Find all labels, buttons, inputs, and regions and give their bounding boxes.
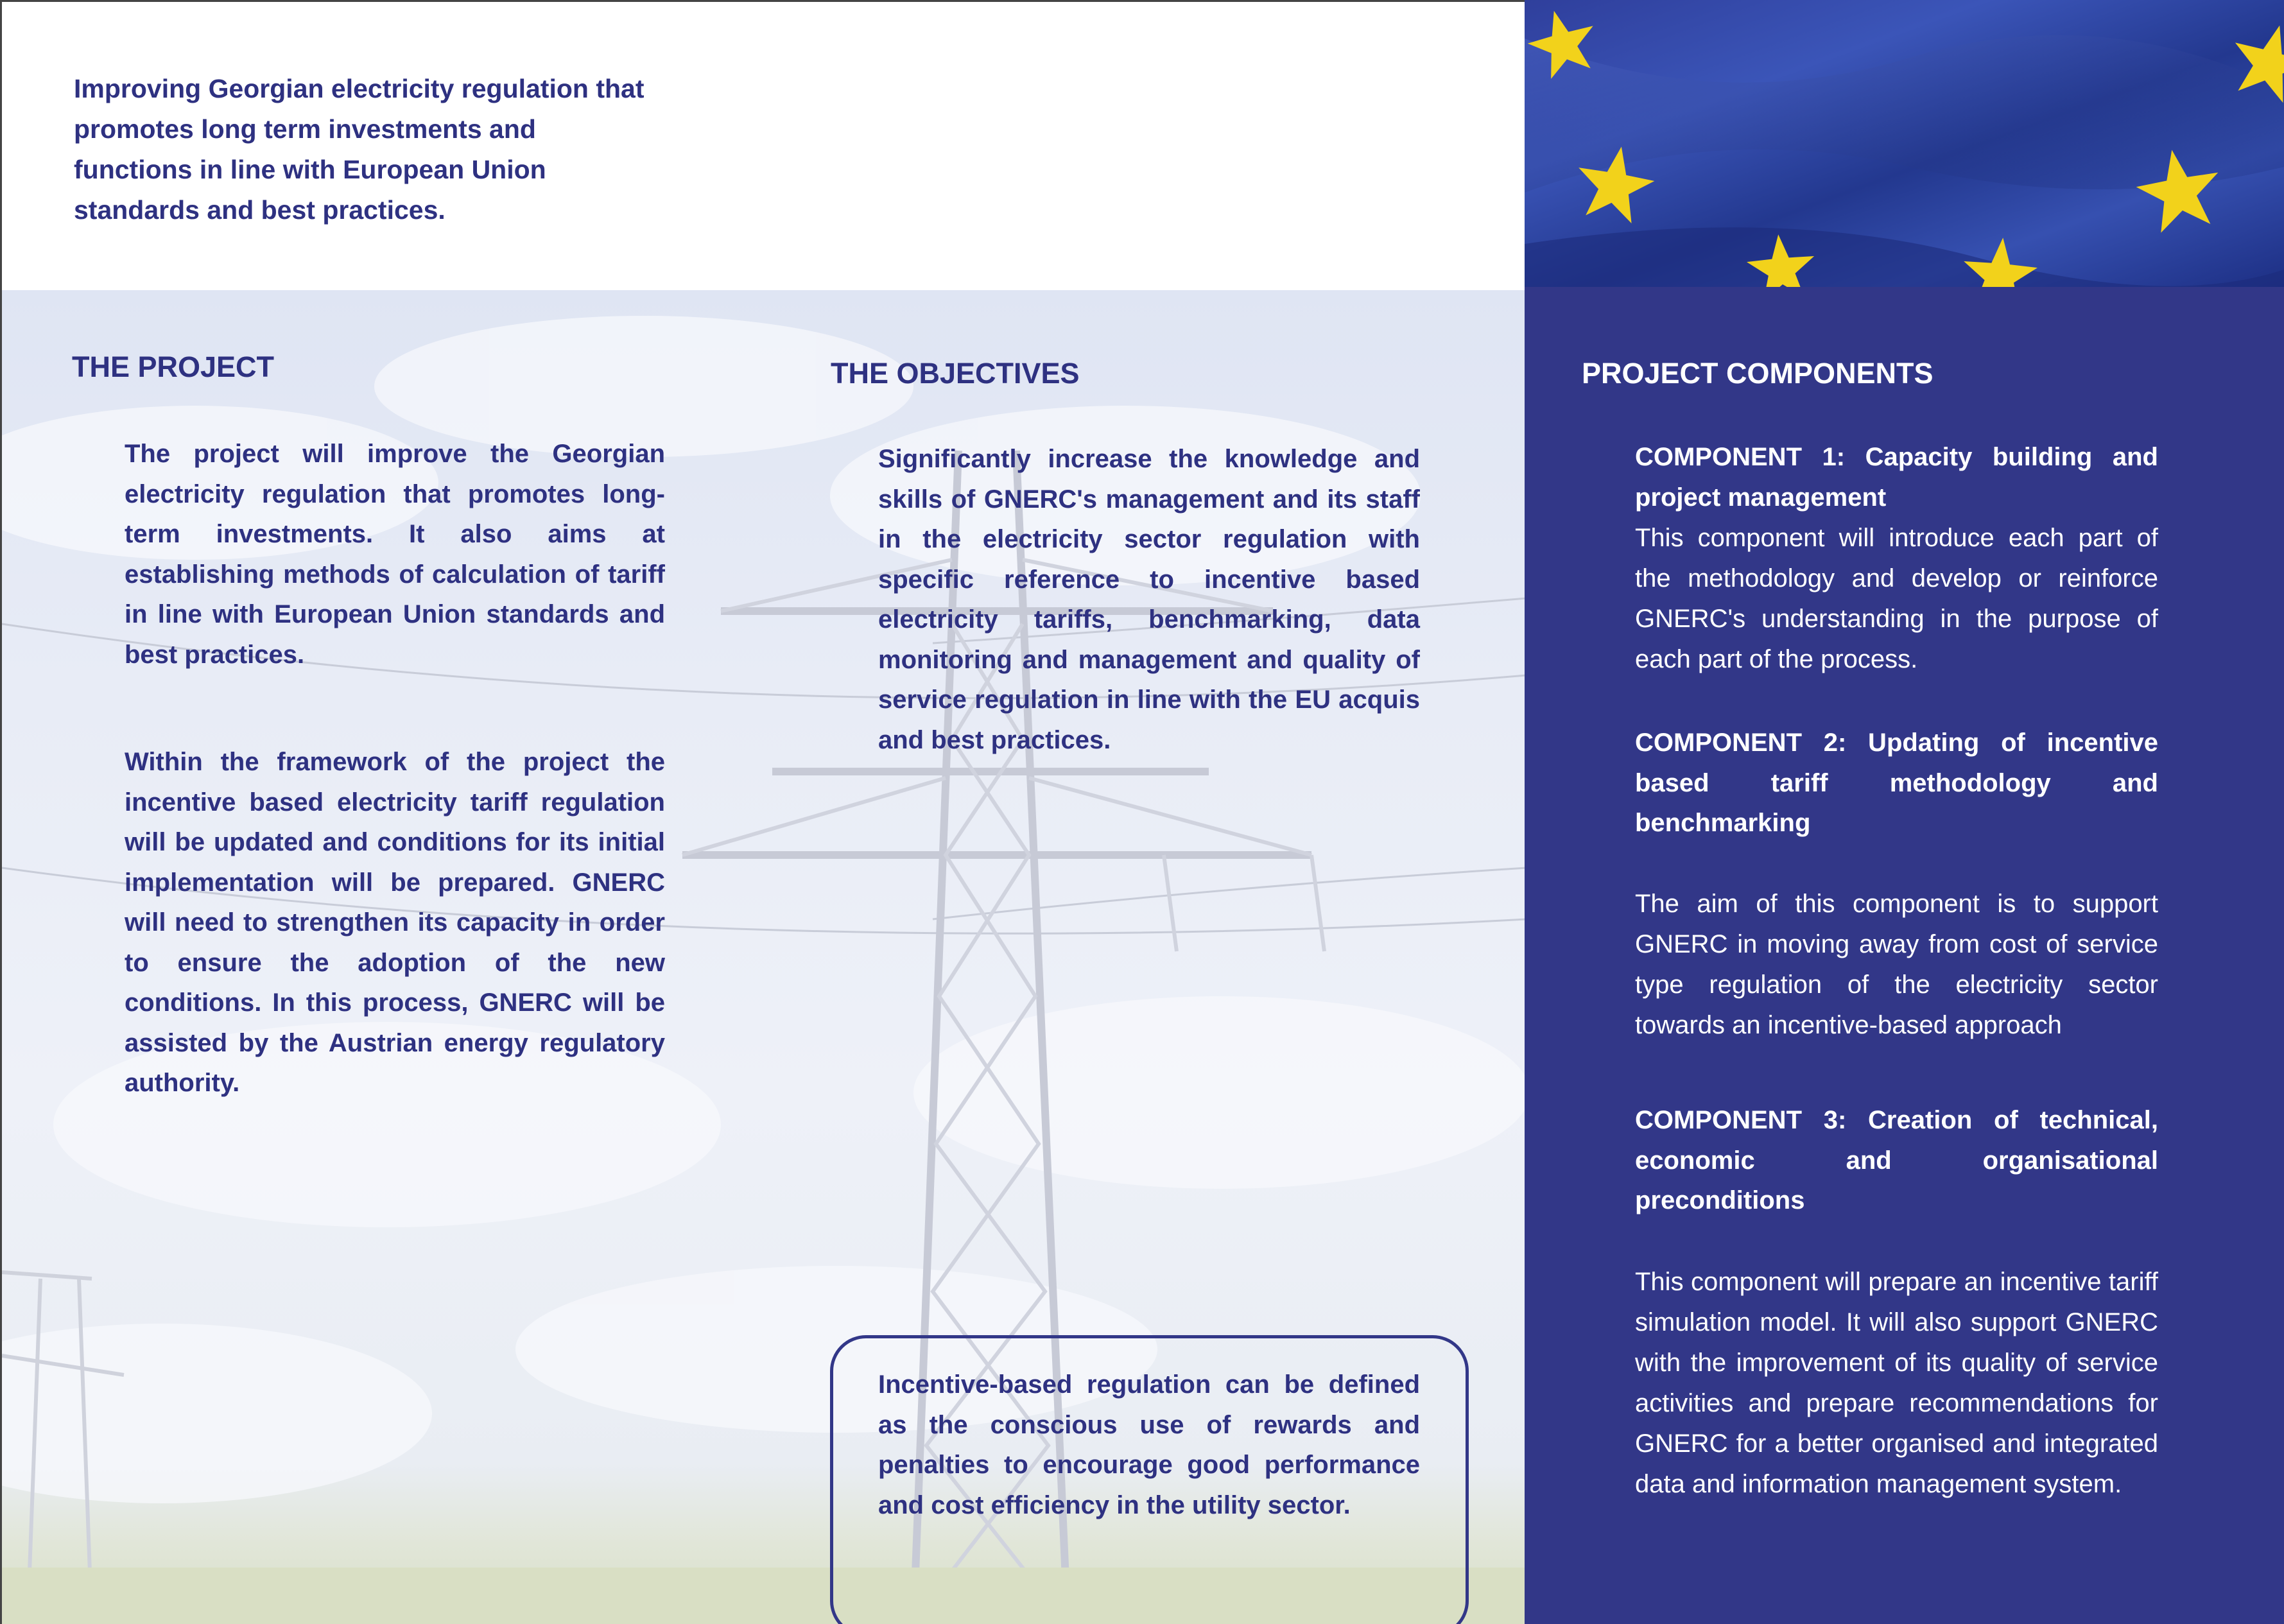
objectives-paragraph: Significantly increase the knowledge and skills of GNERC's management and its staff in the electricity sector regulation with specific reference to incentive based electricity tariffs, benchmarking, data monitoring and management and quality of service regulation in line with the EU acquis and best practices. xyxy=(878,445,1420,754)
intro-band xyxy=(0,0,1525,290)
intro-text: Improving Georgian electricity regulation that promotes long term investments and functions in line with European Union standards and best practices. xyxy=(74,74,645,225)
eu-flag-image xyxy=(1525,0,2284,287)
eu-flag-stars xyxy=(1525,0,2284,287)
component-2-heading: COMPONENT 2: Updating of incentive based tariff methodology and benchmarking xyxy=(1635,729,2158,837)
callout-text: Incentive-based regulation can be defined as the conscious use of rewards and penalties to encourage good performance and cost efficiency in the utility sector. xyxy=(878,1370,1420,1519)
project-paragraph-2: Within the framework of the project the incentive based electricity tariff regulation will be updated and conditions for its initial implementation will be prepared. GNERC will need to strengthen its capacity in order to ensure the adoption of the new conditions. In this process, GNERC will be assisted by the Austrian energy regulatory authority. xyxy=(125,748,665,1097)
objectives-heading: THE OBJECTIVES xyxy=(831,357,1080,390)
components-heading: PROJECT COMPONENTS xyxy=(1582,357,1934,390)
component-3-heading: COMPONENT 3: Creation of technical, economic and organisational preconditions xyxy=(1635,1106,2158,1214)
component-2-text: The aim of this component is to support GNERC in moving away from cost of service type regulation of the electricity sector towards an incentive-based approach xyxy=(1635,890,2158,1039)
project-paragraph-1: The project will improve the Georgian electricity regulation that promotes long-term investments. It also aims at establishing methods of calculation of tariff in line with European Union standards and best practices. xyxy=(125,440,665,669)
component-1-text: This component will introduce each part of the methodology and develop or reinforce GNERC's understanding in the purpose of each part of the process. xyxy=(1635,524,2158,673)
component-3-text: This component will prepare an incentive tariff simulation model. It will also support GNERC with the improvement of its quality of service activities and prepare recommendations for GNERC for a better organised and integrated data and information management system. xyxy=(1635,1268,2158,1498)
project-heading: THE PROJECT xyxy=(72,350,275,383)
component-1-heading: COMPONENT 1: Capacity building and project management xyxy=(1635,443,2158,512)
